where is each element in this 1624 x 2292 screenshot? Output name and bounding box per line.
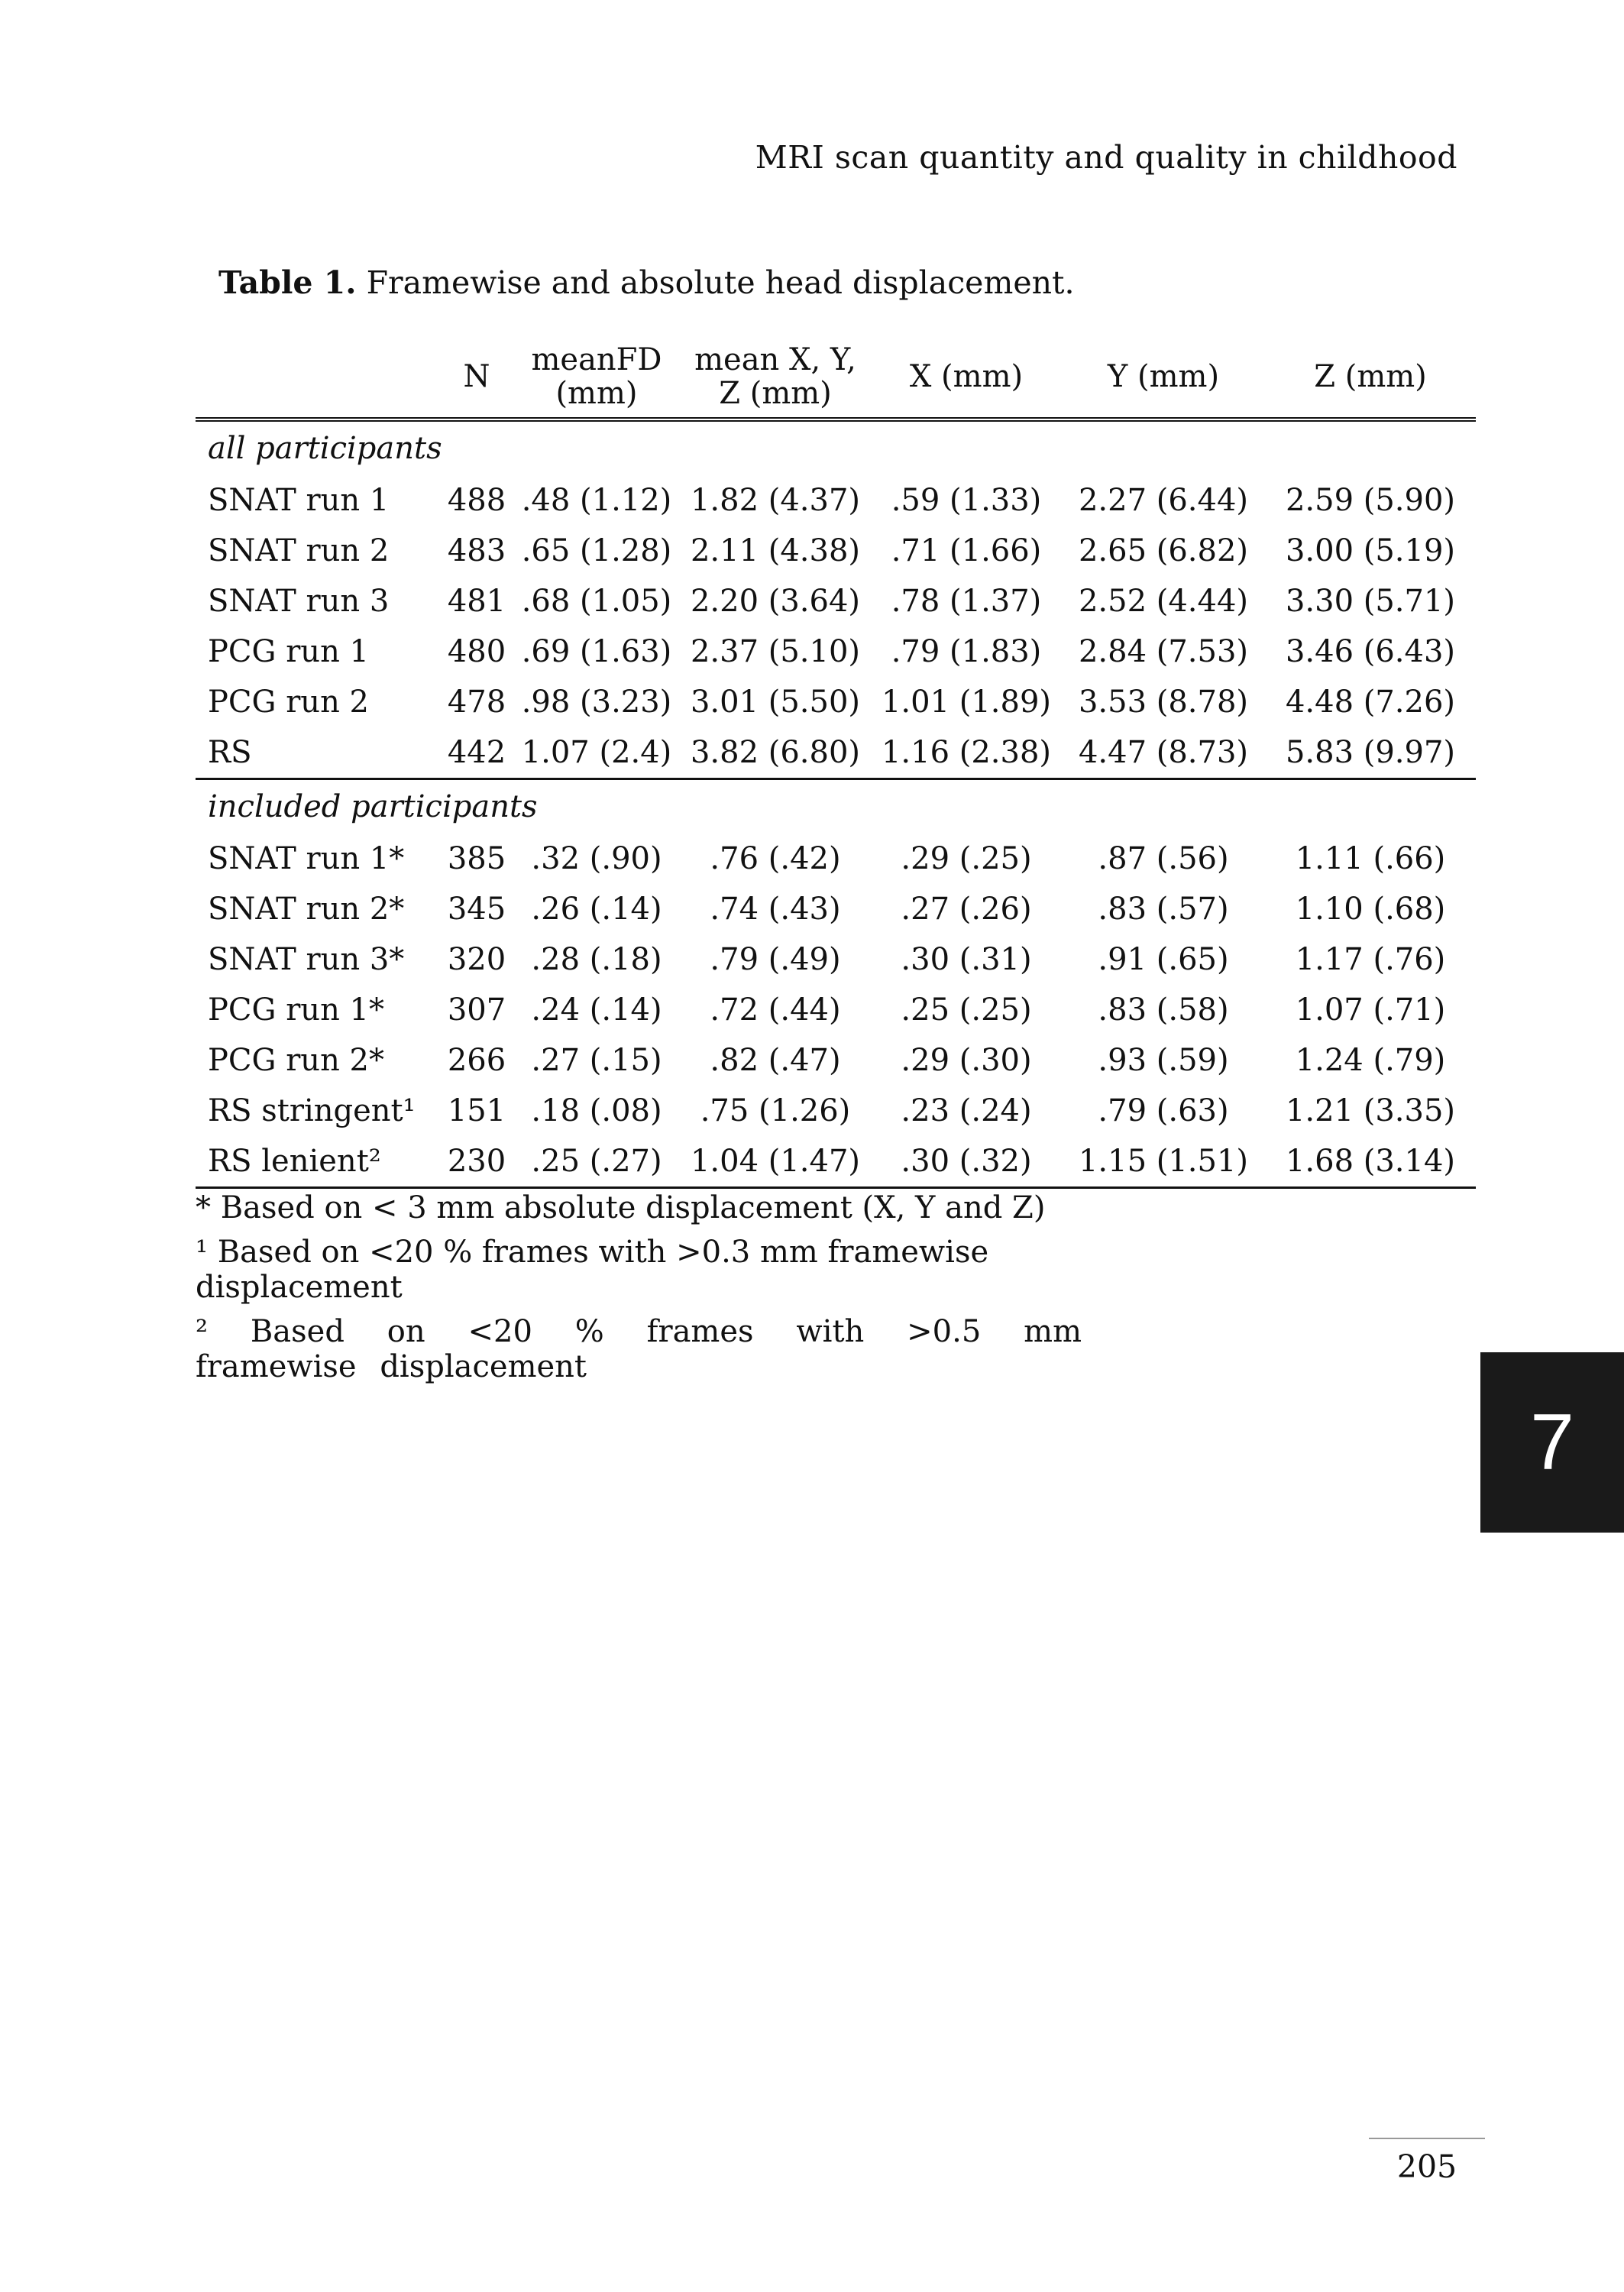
note-stringent-criterion: ¹ Based on <20 % frames with >0.3 mm framewise displacement [196,1235,989,1305]
cell-n: 385 [447,841,506,876]
cell-y: .83 (.58) [1098,992,1229,1028]
cell-n: 345 [447,892,506,927]
column-header-meanfd-line2: (mm) [555,376,638,411]
cell-row-label: PCG run 1* [208,992,384,1028]
cell-n: 307 [447,992,506,1028]
cell-z: 1.07 (.71) [1295,992,1446,1028]
cell-row-label: SNAT run 3* [208,942,405,977]
table-row [196,526,1476,576]
cell-y: .79 (.63) [1098,1093,1229,1128]
column-header-y: Y (mm) [1062,336,1265,419]
cell-mean-xyz: 1.04 (1.47) [680,1136,871,1188]
cell-z: 5.83 (9.97) [1265,727,1476,779]
table-row [196,1086,1476,1136]
cell-mean-xyz: .82 (.47) [710,1043,841,1078]
note-absolute-displacement: * Based on < 3 mm absolute displacement (X, Y and Z) [196,1190,1046,1225]
cell-mean-xyz: .72 (.44) [710,992,841,1028]
cell-y: 1.15 (1.51) [1062,1136,1265,1188]
table-row [196,727,1476,779]
column-header-label [196,336,440,419]
note-lenient-criterion: ² Based on <20 % frames with >0.5 mm framewise displacement [196,1314,1082,1384]
cell-y: 2.84 (7.53) [1078,634,1249,669]
cell-x: .30 (.32) [871,1136,1062,1188]
cell-row-label: RS [196,727,440,779]
cell-z: 3.00 (5.19) [1285,533,1456,568]
cell-x: .25 (.25) [901,992,1032,1028]
cell-z: 2.59 (5.90) [1285,483,1456,518]
cell-n: 230 [440,1136,513,1188]
cell-row-label: PCG run 1 [208,634,369,669]
cell-n: 480 [447,634,506,669]
cell-x: .71 (1.66) [891,533,1042,568]
cell-meanfd: .28 (.18) [531,942,662,977]
section-title: included participants [208,789,538,824]
table-row [196,1035,1476,1086]
cell-mean-xyz: 3.01 (5.50) [690,685,861,720]
cell-z: 1.10 (.68) [1295,892,1446,927]
cell-mean-xyz: 2.20 (3.64) [690,584,861,619]
cell-x: .59 (1.33) [891,483,1042,518]
cell-x: .30 (.31) [901,942,1032,977]
table-row [196,576,1476,626]
cell-y: .87 (.56) [1098,841,1229,876]
cell-meanfd: .27 (.15) [531,1043,662,1078]
cell-y: .91 (.65) [1098,942,1229,977]
cell-y: 2.65 (6.82) [1078,533,1249,568]
cell-n: 442 [440,727,513,779]
displacement-table-wrap [196,336,1476,1189]
cell-n: 320 [447,942,506,977]
displacement-table [196,336,1476,1189]
cell-meanfd: .98 (3.23) [521,685,672,720]
table-row [196,934,1476,985]
cell-z: 1.24 (.79) [1295,1043,1446,1078]
cell-mean-xyz: 2.11 (4.38) [690,533,861,568]
cell-x: .29 (.30) [901,1043,1032,1078]
cell-n: 478 [447,685,506,720]
cell-row-label: SNAT run 2* [208,892,405,927]
cell-mean-xyz: .79 (.49) [710,942,841,977]
cell-x: .23 (.24) [901,1093,1032,1128]
cell-z: 1.21 (3.35) [1285,1093,1456,1128]
table-row [196,626,1476,677]
cell-meanfd: .32 (.90) [531,841,662,876]
section-title: all participants [208,431,442,466]
cell-z: 3.30 (5.71) [1285,584,1456,619]
table-row [196,677,1476,727]
cell-y: 2.52 (4.44) [1078,584,1249,619]
cell-z: 1.68 (3.14) [1265,1136,1476,1188]
cell-row-label: SNAT run 1 [208,483,390,518]
cell-row-label: RS lenient² [196,1136,440,1188]
table-row [196,884,1476,934]
cell-meanfd: .69 (1.63) [521,634,672,669]
table-row [196,1136,1476,1188]
column-header-z: Z (mm) [1265,336,1476,419]
cell-n: 488 [447,483,506,518]
page-number: 205 [1396,2148,1457,2185]
chapter-tab: 7 [1480,1352,1624,1533]
cell-mean-xyz: .75 (1.26) [700,1093,851,1128]
table-row [196,834,1476,884]
cell-n: 266 [447,1043,506,1078]
cell-row-label: SNAT run 3 [208,584,390,619]
cell-mean-xyz: .74 (.43) [710,892,841,927]
section-header-row [196,779,1476,834]
column-header-meanfd-line1: meanFD [531,342,662,377]
table-caption-text: Framewise and absolute head displacement. [366,264,1075,301]
cell-mean-xyz: 1.82 (4.37) [690,483,861,518]
cell-y: 4.47 (8.73) [1062,727,1265,779]
cell-x: .79 (1.83) [891,634,1042,669]
table-row [196,985,1476,1035]
cell-y: 2.27 (6.44) [1078,483,1249,518]
cell-mean-xyz: 2.37 (5.10) [690,634,861,669]
cell-row-label: PCG run 2* [208,1043,384,1078]
cell-x: .78 (1.37) [891,584,1042,619]
cell-z: 1.11 (.66) [1295,841,1446,876]
column-header-n: N [440,336,513,419]
cell-row-label: SNAT run 1* [208,841,405,876]
cell-meanfd: .68 (1.05) [521,584,672,619]
cell-meanfd: .26 (.14) [531,892,662,927]
cell-row-label: RS stringent¹ [208,1093,416,1128]
column-header-mean-xyz-line1: mean X, Y, [694,342,856,377]
cell-x: .27 (.26) [901,892,1032,927]
cell-x: 1.01 (1.89) [881,685,1052,720]
running-header: MRI scan quantity and quality in childhood [755,139,1457,176]
cell-n: 483 [447,533,506,568]
cell-z: 1.17 (.76) [1295,942,1446,977]
cell-y: .93 (.59) [1098,1043,1229,1078]
table-row [196,475,1476,526]
cell-n: 151 [447,1093,506,1128]
cell-mean-xyz: 3.82 (6.80) [680,727,871,779]
page-number-rule [1369,2138,1485,2139]
cell-meanfd: .65 (1.28) [521,533,672,568]
cell-meanfd: .18 (.08) [531,1093,662,1128]
cell-z: 4.48 (7.26) [1285,685,1456,720]
column-header-x: X (mm) [871,336,1062,419]
cell-row-label: SNAT run 2 [208,533,390,568]
table-header-row [196,336,1476,419]
cell-x: 1.16 (2.38) [871,727,1062,779]
cell-y: 3.53 (8.78) [1078,685,1249,720]
cell-meanfd: 1.07 (2.4) [513,727,680,779]
cell-row-label: PCG run 2 [208,685,369,720]
cell-meanfd: .48 (1.12) [521,483,672,518]
cell-x: .29 (.25) [901,841,1032,876]
column-header-meanfd [513,336,680,419]
table-body [196,419,1476,1188]
table-notes [196,1190,1082,1394]
cell-meanfd: .25 (.27) [513,1136,680,1188]
column-header-mean-xyz-line2: Z (mm) [719,376,832,411]
cell-n: 481 [447,584,506,619]
cell-y: .83 (.57) [1098,892,1229,927]
table-caption-label: Table 1. [218,264,357,301]
section-header-row [196,419,1476,475]
table-caption [218,264,1075,301]
cell-z: 3.46 (6.43) [1285,634,1456,669]
column-header-mean-xyz [680,336,871,419]
cell-mean-xyz: .76 (.42) [710,841,841,876]
cell-meanfd: .24 (.14) [531,992,662,1028]
